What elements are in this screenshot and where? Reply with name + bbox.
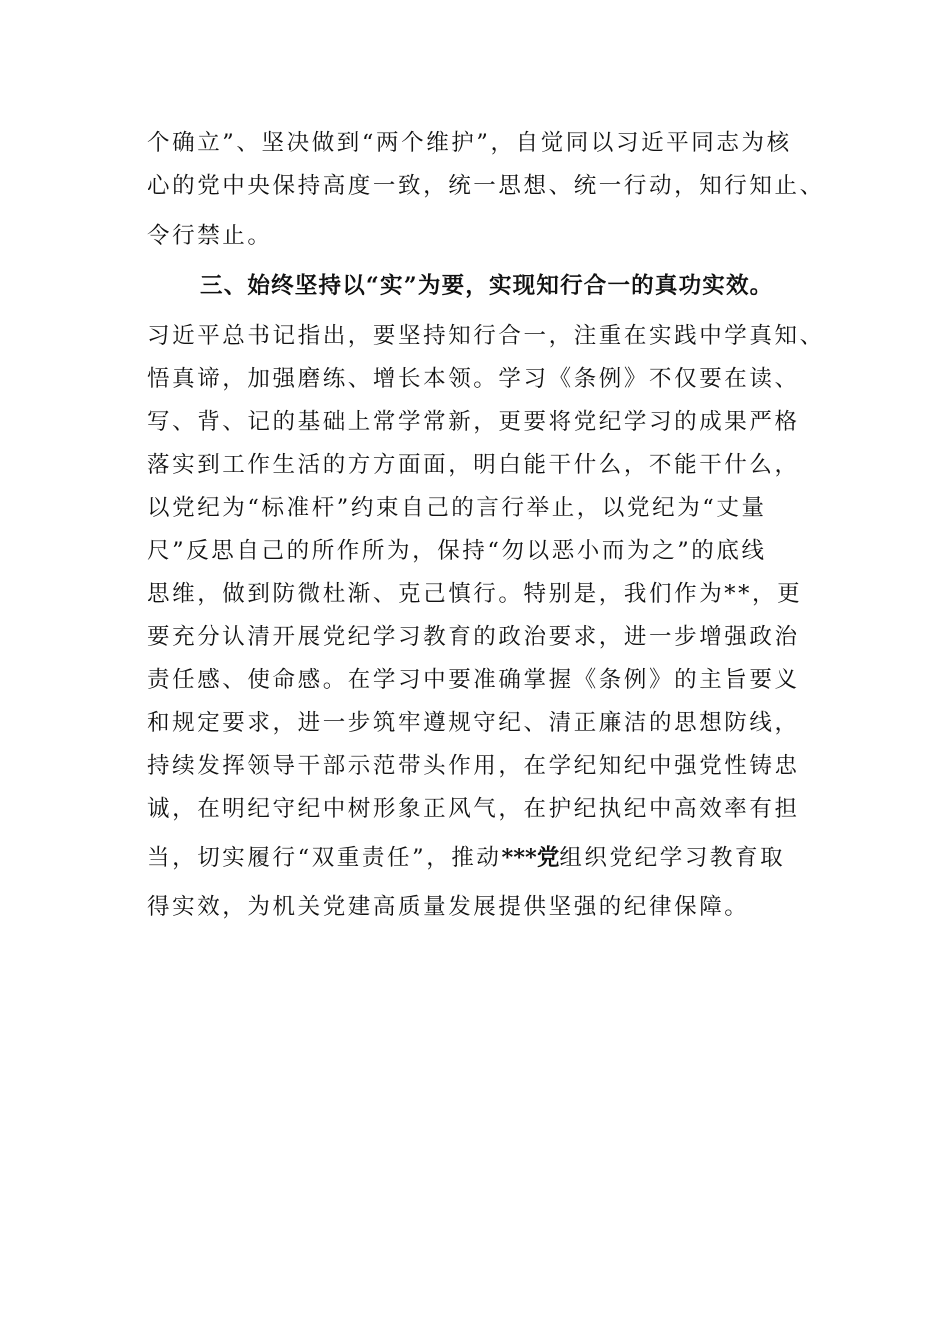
paragraph-line: 和规定要求，进一步筑牢遵规守纪、清正廉洁的思想防线，: [147, 710, 800, 736]
line-text: 当，切实履行“双重责任”，推动: [147, 845, 502, 871]
paragraph-line: 思维，做到防微杜渐、克己慎行。特别是，我们作为**，更: [147, 581, 803, 607]
section-heading: 三、始终坚持以“实”为要，实现知行合一的真功实效。: [200, 273, 774, 299]
paragraph-line: 写、背、记的基础上常学常新，更要将党纪学习的成果严格: [147, 409, 800, 435]
paragraph-line: 落实到工作生活的方方面面，明白能干什么，不能干什么，: [147, 452, 800, 478]
paragraph-line: 得实效，为机关党建高质量发展提供坚强的纪律保障。: [147, 894, 750, 920]
paragraph-line: 责任感、使命感。在学习中要准确掌握《条例》的主旨要义: [147, 667, 800, 693]
paragraph-line: 以党纪为“标准杆”约束自己的言行举止，以党纪为“丈量: [147, 495, 767, 521]
paragraph-line: 心的党中央保持高度一致，统一思想、统一行动，知行知止、: [147, 173, 825, 199]
paragraph-line: 悟真谛，加强磨练、增长本领。学习《条例》不仅要在读、: [147, 366, 800, 392]
paragraph-line: 令行禁止。: [147, 223, 273, 249]
line-text: 组织党纪学习教育取: [559, 845, 786, 871]
paragraph-line: 习近平总书记指出，要坚持知行合一，注重在实践中学真知、: [147, 323, 825, 349]
paragraph-line-mixed: [147, 836, 817, 880]
paragraph-line: 持续发挥领导干部示范带头作用，在学纪知纪中强党性铸忠: [147, 753, 800, 779]
paragraph-line: 诚，在明纪守纪中树形象正风气，在护纪执纪中高效率有担: [147, 796, 800, 822]
bold-placeholder-text: ***党: [501, 845, 560, 871]
paragraph-line: 要充分认清开展党纪学习教育的政治要求，进一步增强政治: [147, 624, 800, 650]
paragraph-line: 尺”反思自己的所作所为，保持“勿以恶小而为之”的底线: [147, 538, 767, 564]
paragraph-line: 个确立”、坚决做到“两个维护”，自觉同以习近平同志为核: [147, 130, 792, 156]
